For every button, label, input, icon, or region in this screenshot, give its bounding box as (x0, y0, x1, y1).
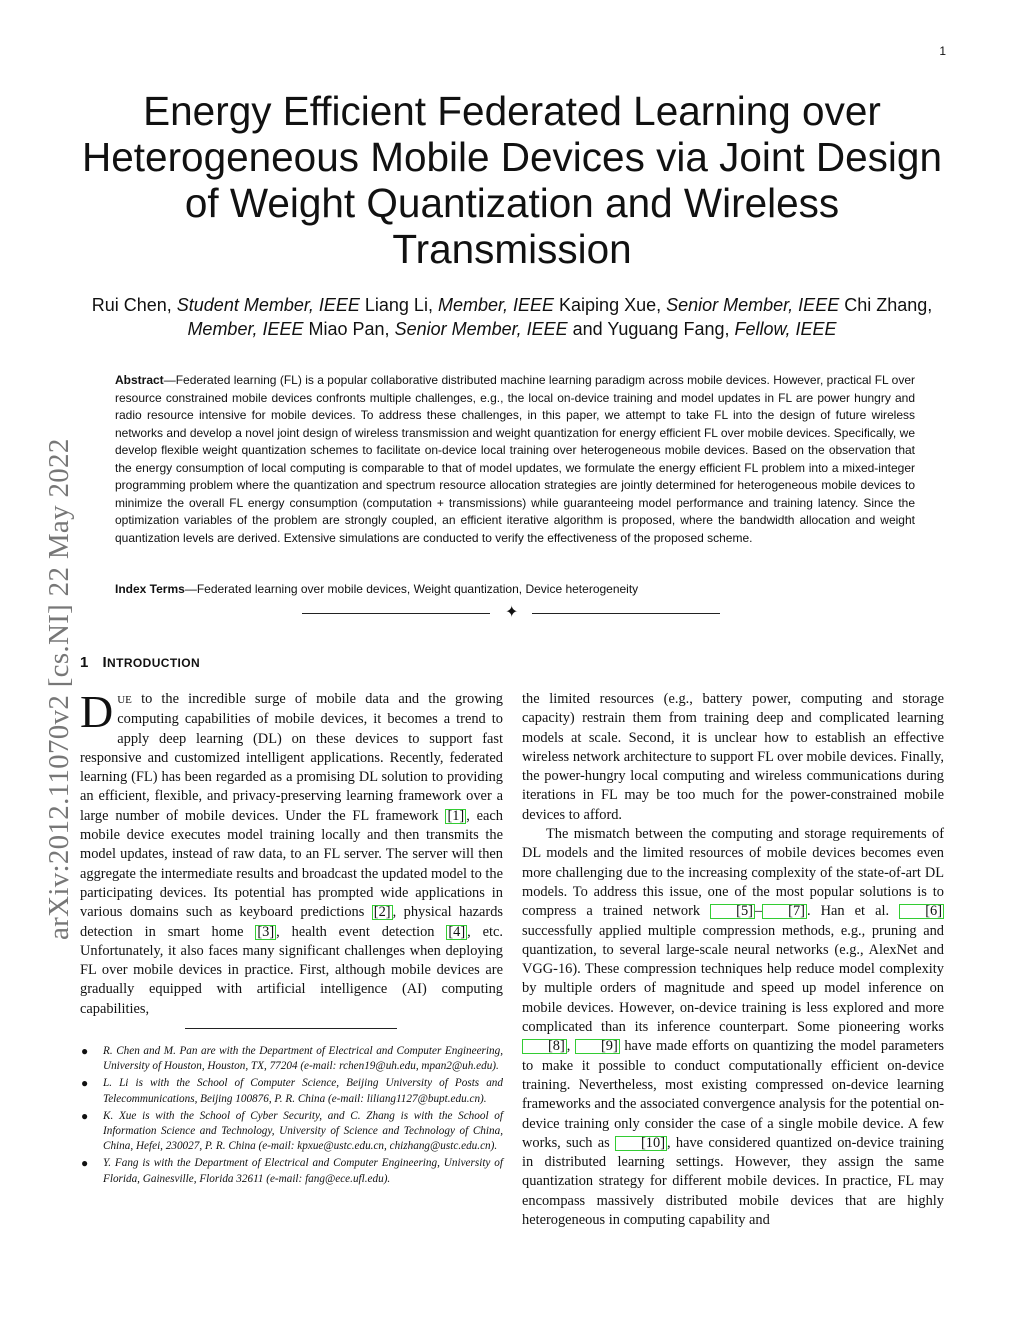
footnote (80, 1109, 503, 1155)
text-run: – (754, 903, 763, 920)
paper-title (60, 88, 964, 272)
index-terms (115, 581, 915, 597)
footnote (80, 1076, 503, 1106)
bullet-icon: ● (81, 1076, 89, 1091)
separator-rule-left (302, 613, 490, 614)
title-line: of Weight Quantization and Wireless (184, 180, 840, 226)
text-run: to the incredible surge of mobile data and the growing computing capabilities of mobile devices, it becomes a trend to apply deep learning (DL) on these devices to support fast responsive and customized intelligent applications. Recently, federated learning (FL) has been regarded as a promising DL solution to providing an efficient, flexible, and privacy-preserving learning framework over a large number of mobile devices. Under the FL framework (80, 691, 503, 824)
text-run: . Han et al. (806, 903, 900, 920)
title-line: Energy Efficient Federated Learning over (143, 88, 881, 134)
footnote-text: Y. Fang is with the Department of Electrical and Computer Engineering, University of Florida, Gainesville, Florida 32611 (e-mail: fang@ece.ufl.edu). (103, 1157, 503, 1185)
abstract-label: Abstract (115, 373, 164, 387)
drop-cap: D (80, 686, 114, 737)
section-title-initial: I (102, 654, 108, 671)
bullet-icon: ● (81, 1044, 89, 1058)
citation-link[interactable]: [10] (615, 1136, 667, 1151)
footnote-rule (185, 1028, 397, 1029)
body-column-left (80, 686, 503, 1019)
text-run: , (566, 1038, 575, 1055)
paragraph (522, 825, 944, 1230)
small-caps-text: UE (117, 694, 132, 706)
citation-link[interactable]: [9] (575, 1039, 620, 1054)
author-affiliation: Student Member, IEEE (176, 295, 360, 315)
citation-link[interactable]: [1] (447, 807, 465, 824)
section-title-rest: NTRODUCTION (107, 656, 201, 670)
author-affiliation: Senior Member, IEEE (666, 295, 840, 315)
text-run: , have considered quantized on-device training in distributed learning settings. However, they assign the same quantization strategy for different mobile devices. In practice, FL may encompass massively distributed mobile devices that are highly heterogeneous in computing capability and (522, 1134, 944, 1229)
footnote-text: R. Chen and M. Pan are with the Department of Electrical and Computer Engineering, University of Houston, Houston, TX, 77204 (e-mail: rchen19@uh.edu, mpan2@uh.edu). (103, 1045, 503, 1073)
separator-star-icon: ✦ (505, 604, 519, 621)
author-affiliation: Fellow, IEEE (734, 319, 837, 339)
paragraph: the limited resources (e.g., battery power, computing and storage capacity) restrain them from training deep and complicated learning models at scale. Second, it is unclear how to establish an effective wireless network architecture to support FL over mobile devices. Finally, the power-hungry local computing and wireless communications during iterations in FL may be too much for the power-constrained mobile devices to afford. (522, 691, 944, 823)
separator-rule-right (532, 613, 720, 614)
page-number: 1 (939, 44, 946, 58)
author-affiliation: Member, IEEE (437, 295, 555, 315)
paragraph (80, 686, 503, 1019)
author-name: Liang Li, (364, 295, 433, 315)
bullet-icon: ● (81, 1156, 89, 1171)
footnote-text: L. Li is with the School of Computer Science, Beijing University of Posts and Telecommunications, Beijing 100876, P. R. China (e-mail: liliang1127@bupt.edu.cn). (103, 1077, 503, 1105)
citation-link[interactable]: [6] (899, 904, 944, 919)
author-name: Rui Chen, (91, 295, 172, 315)
citation-link[interactable]: [7] (762, 904, 807, 919)
citation-link[interactable]: [4] (448, 923, 466, 940)
author-affiliation: Member, IEEE (187, 319, 304, 339)
author-name: Kaiping Xue, (559, 295, 662, 315)
footnote-list (80, 1044, 503, 1189)
citation-link[interactable]: [2] (373, 904, 391, 921)
text-run: , etc. Unfortunately, it also faces many significant challenges when deploying FL over mobile devices in practice. First, although mobile devices are gradually equipped with artificial intelligence (AI) computing capabilities, (80, 923, 503, 1017)
footnote (80, 1044, 503, 1074)
text-run: , physical hazards detection in smart home (80, 904, 503, 940)
section-number: 1 (80, 654, 89, 671)
text-run: The mismatch between the computing and storage requirements of DL models and the limited resources of mobile devices becomes even more challenging due to the increasing complexity of the state-of-art DL models. To address this issue, one of the most popular solutions is to compress a trained network (522, 826, 944, 920)
text-run: , health event detection (276, 923, 447, 940)
arxiv-identifier[interactable]: arXiv:2012.11070v2 [cs.NI] 22 May 2022 (43, 438, 75, 940)
text-run: successfully applied multiple compression methods, e.g., pruning and quantization, to several large-scale neural networks (e.g., AlexNet and VGG-16). These compression techniques help reduce model complexity by multiple orders of magnitude and speed up model inference on mobile devices. However, on-device training is less explored and more complicated than its inference counterpart. Some pioneering works (522, 922, 944, 1036)
author-name: Miao Pan, (308, 319, 390, 339)
body-column-right (522, 690, 944, 1230)
author-name: Chi Zhang, (844, 295, 933, 315)
citation-link[interactable]: [5] (710, 904, 755, 919)
citation-link[interactable]: [3] (257, 923, 275, 940)
footnote (80, 1156, 503, 1186)
bullet-icon: ● (81, 1108, 89, 1123)
index-terms-text: —Federated learning over mobile devices, Weight quantization, Device heterogeneity (184, 582, 639, 596)
title-line: Heterogeneous Mobile Devices via Joint Design (82, 134, 942, 180)
author-name: and Yuguang Fang, (572, 319, 730, 339)
author-affiliation: Senior Member, IEEE (394, 319, 568, 339)
abstract (115, 372, 915, 547)
citation-link[interactable]: [8] (522, 1039, 567, 1054)
section-heading (80, 654, 200, 671)
index-terms-label: Index Terms (115, 582, 185, 596)
text-run: , each mobile device executes model training locally and then transmits the model updates, instead of raw data, to an FL server. The server will then aggregate the intermediate results and broadcast the updated model to the participating devices. Its potential has prompted wide applications in various domains such as keyboard predictions (80, 807, 503, 921)
footnote-text: K. Xue is with the School of Cyber Security, and C. Zhang is with the School of Information Science and Technology, University of Science and Technology of China, China, Hefei, 230027, P. R. China (e-mail: kpxue@ustc.edu.cn, chizhang@ustc.edu.cn). (103, 1109, 503, 1153)
abstract-text: —Federated learning (FL) is a popular collaborative distributed machine learning paradigm across mobile devices. However, practical FL over resource constrained mobile devices confronts multiple challenges, e.g., the local on-device training and model updates in FL are power hungry and radio resource intensive for mobile devices. To address these challenges, in this paper, we attempt to take FL into the design of future wireless networks and develop a novel joint design of wireless transmission and weight quantization for energy efficient FL over mobile devices. Specifically, we develop flexible weight quantization schemes to facilitate on-device local training over heterogeneous mobile devices. Based on the observation that the energy consumption of local computing is comparable to that of model updates, we formulate the energy efficient FL problem into a mixed-integer programming problem where the quantization and spectrum resource allocation strategies are jointly determined for heterogeneous mobile devices to minimize the overall FL energy consumption (computation + transmissions) while guaranteeing model performance and training latency. Since the optimization variables of the problem are strongly coupled, an efficient iterative algorithm is proposed, where the bandwidth allocation and weight quantization levels are derived. Extensive simulations are conducted to verify the effectiveness of the proposed scheme. (115, 373, 915, 545)
author-list (80, 293, 944, 341)
text-run: have made efforts on quantizing the model parameters to make it possible to conduct computationally efficient on-device training. Nevertheless, most existing compressed on-device learning frameworks and the associated convergence analysis for the potential on-device training only consider the case of a single mobile device. A few works, such as (522, 1038, 944, 1151)
title-line: Transmission (392, 226, 632, 272)
